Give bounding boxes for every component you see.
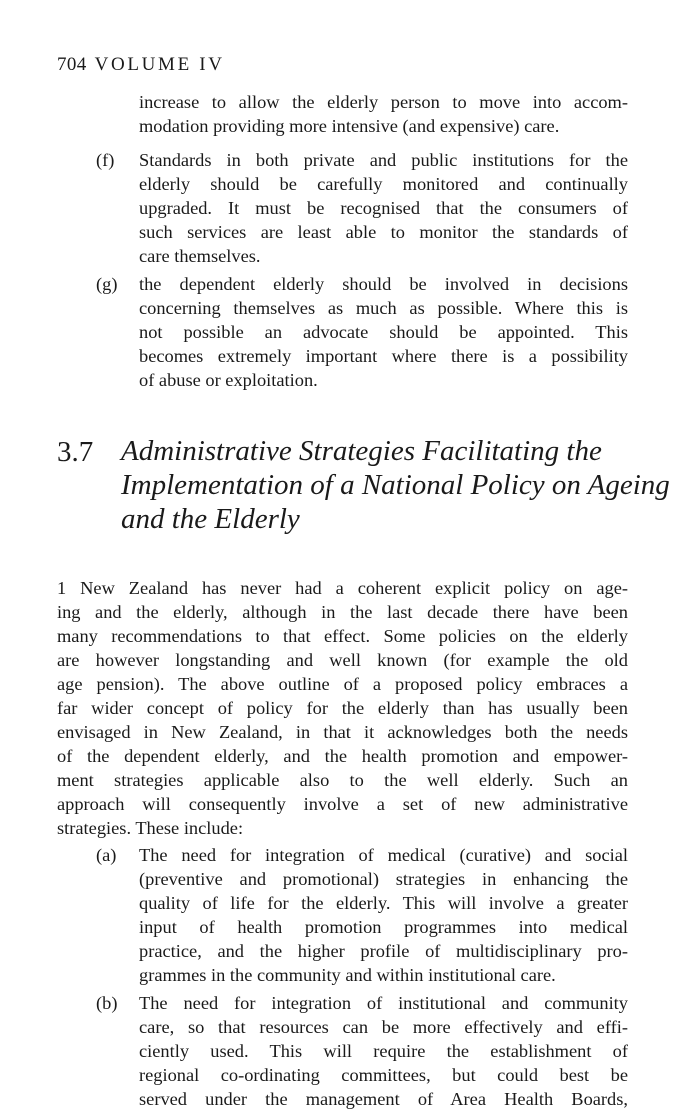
text-line: regional co-ordinating committees, but could best be	[139, 1065, 628, 1085]
item-label-f: (f)	[96, 150, 115, 170]
text-line: input of health promotion programmes into medical	[139, 917, 628, 937]
text-line: care themselves.	[139, 246, 261, 266]
paragraph-1	[57, 576, 628, 840]
text-line: the dependent elderly should be involved in decisions	[139, 274, 628, 294]
volume-label: VOLUME IV	[94, 54, 225, 75]
text-line: envisaged in New Zealand, in that it acknowledges both the needs	[57, 722, 628, 742]
text-line: upgraded. It must be recognised that the consumers of	[139, 198, 628, 218]
text-line: far wider concept of policy for the elderly than has usually been	[57, 698, 628, 718]
page-number: 704	[57, 54, 87, 75]
text-line: of the dependent elderly, and the health promotion and empower-	[57, 746, 628, 766]
item-label-g: (g)	[96, 274, 118, 294]
text-line: ciently used. This will require the establishment of	[139, 1041, 628, 1061]
text-line: modation providing more intensive (and expensive) care.	[139, 116, 560, 136]
section-title-line: and the Elderly	[121, 503, 300, 535]
text-line: increase to allow the elderly person to move into accom-	[139, 92, 628, 112]
text-line: The need for integration of medical (curative) and social	[139, 845, 628, 865]
text-line: practice, and the higher profile of multidisciplinary pro-	[139, 941, 628, 961]
text-line: approach will consequently involve a set of new administrative	[57, 794, 628, 814]
text-line: ment strategies applicable also to the well elderly. Such an	[57, 770, 628, 790]
text-line: quality of life for the elderly. This will involve a greater	[139, 893, 628, 913]
list-item-b	[139, 991, 628, 1111]
list-item-g	[139, 272, 628, 392]
text-line: (preventive and promotional) strategies in enhancing the	[139, 869, 628, 889]
text-line: served under the management of Area Health Boards,	[139, 1089, 628, 1109]
text-line: Standards in both private and public institutions for the	[139, 150, 628, 170]
section-title-line: Implementation of a National Policy on Ageing	[121, 469, 670, 501]
text-line: becomes extremely important where there is a possibility	[139, 346, 628, 366]
list-item-a	[139, 843, 628, 987]
text-line: The need for integration of institutional and community	[139, 993, 628, 1013]
text-line: strategies. These include:	[57, 818, 244, 838]
text-line: many recommendations to that effect. Some policies on the elderly	[57, 626, 628, 646]
text-line: not possible an advocate should be appointed. This	[139, 322, 628, 342]
text-line: 1 New Zealand has never had a coherent explicit policy on age-	[57, 578, 628, 598]
text-line: of abuse or exploitation.	[139, 370, 318, 390]
section-title	[121, 434, 670, 536]
text-line: age pension). The above outline of a proposed policy embraces a	[57, 674, 628, 694]
text-line: ing and the elderly, although in the last decade there have been	[57, 602, 628, 622]
text-line: such services are least able to monitor the standards of	[139, 222, 628, 242]
list-item-f	[139, 148, 628, 268]
text-line: grammes in the community and within institutional care.	[139, 965, 556, 985]
running-head	[57, 55, 225, 74]
text-line: concerning themselves as much as possible. Where this is	[139, 298, 628, 318]
continuation-text	[139, 90, 628, 138]
text-line: elderly should be carefully monitored and continually	[139, 174, 628, 194]
item-label-a: (a)	[96, 845, 117, 865]
text-line: are however longstanding and well known (for example the old	[57, 650, 628, 670]
section-number: 3.7	[57, 436, 94, 468]
section-title-line: Administrative Strategies Facilitating the	[121, 435, 602, 467]
text-line: care, so that resources can be more effectively and effi-	[139, 1017, 628, 1037]
item-label-b: (b)	[96, 993, 118, 1013]
